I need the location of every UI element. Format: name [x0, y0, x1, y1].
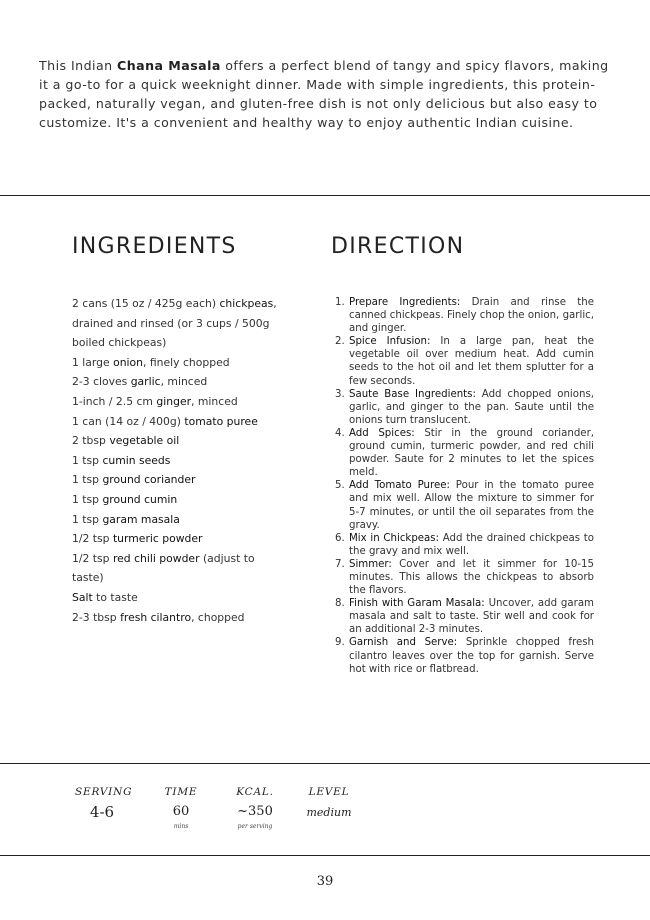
ingredient-line	[72, 510, 297, 530]
ingredient-name: tomato puree	[184, 414, 258, 428]
ingredient-line	[72, 451, 297, 471]
step-number: 6.	[335, 532, 345, 544]
ingredient-line	[72, 353, 297, 373]
ingredient-text: 2-3 tbsp	[72, 610, 121, 624]
direction-step	[335, 636, 594, 675]
direction-step	[335, 532, 594, 558]
ingredient-name: ground cumin	[102, 492, 178, 506]
step-number: 8.	[335, 598, 345, 610]
ingredient-text: boiled chickpeas)	[72, 336, 167, 350]
ingredient-line	[72, 608, 297, 628]
direction-step	[335, 479, 594, 531]
stat-level-label: LEVEL	[308, 786, 350, 798]
direction-list	[335, 296, 594, 676]
ingredients-heading: INGREDIENTS	[72, 234, 237, 259]
ingredient-text: , minced	[160, 375, 208, 389]
ingredient-text: 1/2 tsp	[72, 532, 113, 546]
stat-time-label: TIME	[164, 786, 198, 798]
stat-serving-label: SERVING	[75, 786, 133, 798]
direction-step	[335, 335, 594, 387]
ingredients-list	[72, 294, 297, 627]
direction-step	[335, 388, 594, 427]
step-number: 4.	[335, 427, 345, 439]
ingredient-text: 2 cans (15 oz / 425g each)	[72, 297, 220, 310]
ingredient-name: chickpeas	[219, 297, 274, 310]
ingredient-name: onion	[113, 355, 144, 369]
step-text: Pour in the tomato puree and mix well. Allow the mixture to simmer for 5-7 minutes, or until the oil separates from the gravy.	[349, 480, 594, 531]
ingredient-text: 1 large	[72, 355, 114, 369]
step-title: Garnish and Serve:	[349, 637, 458, 649]
ingredient-name: garlic	[130, 375, 161, 389]
direction-heading: DIRECTION	[331, 234, 465, 259]
ingredient-line	[72, 549, 297, 569]
ingredient-text: 1 tsp	[72, 473, 103, 487]
step-title: Prepare Ingredients:	[349, 297, 461, 308]
stat-level	[306, 784, 352, 823]
stat-serving-value: 4-6	[89, 803, 115, 821]
ingredient-line	[72, 333, 297, 353]
step-number: 5.	[335, 480, 345, 492]
recipe-name: Chana Masala	[117, 58, 221, 73]
stat-time	[160, 784, 202, 831]
step-title: Finish with Garam Masala:	[349, 598, 485, 610]
ingredient-line	[72, 490, 297, 510]
stat-serving	[75, 784, 133, 822]
stat-kcal-value: ~350	[237, 804, 273, 819]
intro-text-after: offers a perfect blend of tangy and spicy flavors, making it a go-to for a quick weeknight dinner. Made with simple ingredients, this protein-packed, naturally vegan, and gluten-free dish is not only delicious but also easy to customize. It's a convenient and healthy way to enjoy authentic Indian cuisine.	[39, 58, 609, 130]
ingredient-line	[72, 372, 297, 392]
step-text: Add the drained chickpeas to the gravy and mix well.	[349, 532, 594, 557]
ingredient-name: turmeric powder	[112, 532, 203, 546]
ingredient-name: garam masala	[102, 512, 180, 526]
ingredient-text: 1/2 tsp	[72, 551, 113, 565]
step-number: 1.	[335, 297, 345, 308]
ingredient-line	[72, 392, 297, 412]
ingredient-name: red chili powder	[112, 551, 200, 565]
ingredient-text: 1 tsp	[72, 492, 103, 506]
ingredient-name: Salt	[72, 590, 93, 604]
recipe-intro	[39, 56, 614, 132]
page-number: 39	[316, 874, 334, 889]
ingredient-text: 1 tsp	[72, 453, 103, 467]
ingredient-text: 2-3 cloves	[72, 375, 131, 389]
step-title: Add Tomato Puree:	[349, 480, 450, 492]
ingredient-line	[72, 431, 297, 451]
step-text: Add chopped onions, garlic, and ginger to the pan. Saute until the onions turn translucent.	[349, 388, 594, 426]
direction-step	[335, 427, 594, 479]
step-text: Sprinkle chopped fresh cilantro leaves over the top for garnish. Serve hot with rice or flatbread.	[349, 637, 594, 675]
ingredient-line	[72, 294, 297, 314]
direction-step	[335, 558, 594, 597]
divider-stats-top	[0, 763, 650, 764]
direction-step	[335, 597, 594, 636]
stat-kcal-label: KCAL.	[236, 786, 274, 798]
step-title: Saute Base Ingredients:	[349, 388, 476, 400]
stat-time-value: 60	[172, 804, 190, 819]
step-number: 9.	[335, 637, 345, 649]
step-title: Mix in Chickpeas:	[349, 532, 440, 544]
step-title: Simmer:	[349, 558, 392, 570]
ingredient-text: 1 can (14 oz / 400g)	[72, 414, 185, 428]
ingredient-text: taste)	[72, 571, 104, 585]
ingredient-text: , finely chopped	[143, 355, 230, 369]
stat-time-unit: mins	[173, 823, 189, 830]
ingredient-name: fresh cilantro	[120, 610, 192, 624]
divider-bottom	[0, 855, 650, 856]
stat-kcal-unit: per serving	[237, 823, 273, 830]
ingredient-line	[72, 412, 297, 432]
step-text: Cover and let it simmer for 10-15 minutes. This allows the chickpeas to absorb the flavors.	[349, 558, 594, 597]
divider-top	[0, 195, 650, 196]
recipe-stats	[0, 784, 650, 844]
ingredient-line	[72, 470, 297, 490]
ingredient-line	[72, 568, 297, 588]
step-number: 7.	[335, 558, 345, 570]
step-text: In a large pan, heat the vegetable oil over medium heat. Add cumin seeds to the hot oil and let them splutter for a few seconds.	[349, 336, 594, 387]
ingredient-line	[72, 588, 297, 608]
step-title: Spice Infusion:	[349, 336, 431, 348]
step-text: Stir in the ground coriander, ground cumin, turmeric powder, and red chili powder. Saute for 2 minutes to let the spices meld.	[349, 427, 595, 479]
step-text: Drain and rinse the canned chickpeas. Finely chop the onion, garlic, and ginger.	[349, 297, 594, 335]
ingredient-text: 1-inch / 2.5 cm	[72, 394, 157, 408]
ingredient-text: ,	[273, 297, 277, 310]
intro-text-before: This Indian	[39, 58, 118, 73]
ingredient-text: , chopped	[191, 610, 245, 624]
direction-step	[335, 296, 594, 335]
ingredient-text: 1 tsp	[72, 512, 103, 526]
ingredient-text: 2 tbsp	[72, 434, 110, 448]
step-number: 2.	[335, 336, 345, 348]
step-number: 3.	[335, 388, 345, 400]
stat-kcal	[232, 784, 278, 831]
ingredient-text: to taste	[92, 590, 138, 604]
ingredient-text: (adjust to	[199, 551, 255, 565]
step-text: Uncover, add garam masala and salt to taste. Stir well and cook for an additional 2-3 minutes.	[349, 598, 594, 636]
ingredient-line	[72, 314, 297, 334]
stat-level-value: medium	[306, 806, 352, 819]
ingredient-line	[72, 529, 297, 549]
step-title: Add Spices:	[349, 427, 415, 439]
ingredient-text: drained and rinsed (or 3 cups / 500g	[72, 316, 270, 330]
ingredient-text: , minced	[191, 394, 238, 408]
ingredient-name: vegetable oil	[109, 434, 180, 448]
ingredient-name: ginger	[156, 394, 192, 408]
ingredient-name: ground coriander	[102, 473, 196, 487]
ingredient-name: cumin seeds	[102, 453, 171, 467]
